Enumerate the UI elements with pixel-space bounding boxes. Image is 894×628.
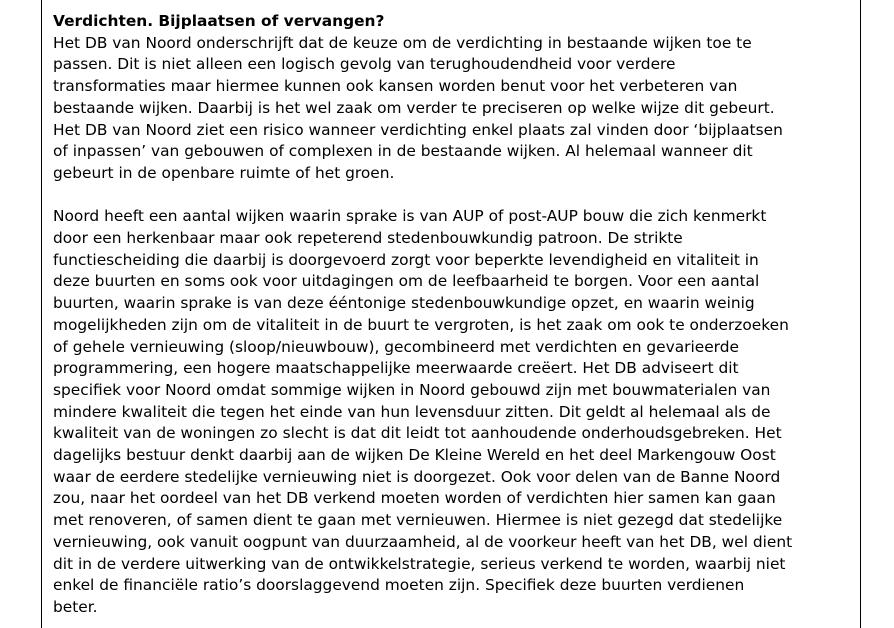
text-line: transformaties maar hiermee kunnen ook kansen worden benut voor het verbeteren van — [53, 77, 738, 96]
paragraph-2 — [53, 206, 861, 618]
text-line: deze buurten en soms ook voor uitdagingen om de leefbaarheid te borgen. Voor een aantal — [53, 272, 760, 291]
text-line: zou, naar het oordeel van het DB verkend moeten worden of verdichten hier samen kan gaan — [53, 489, 776, 508]
text-line: dit in de verdere uitwerking van de ontwikkelstrategie, serieus verkend te worden, waarbij niet — [53, 554, 786, 573]
text-line: kwaliteit van de woningen zo slecht is dat dit leidt tot aanhoudende onderhoudsgebreken. Het — [53, 424, 782, 443]
section-heading: Verdichten. Bijplaatsen of vervangen? — [53, 12, 385, 30]
text-line: mindere kwaliteit die tegen het einde van hun levensduur zitten. Dit geldt al helemaal als de — [53, 402, 771, 421]
text-line: enkel de financiële ratio’s doorslaggevend moeten zijn. Specifiek deze buurten verdienen — [53, 576, 745, 595]
text-line: bestaande wijken. Daarbij is het wel zaak om verder te preciseren op welke wijze dit gebeurt. — [53, 98, 775, 117]
text-line: Het DB van Noord onderschrijft dat de keuze om de verdichting in bestaande wijken toe te — [53, 33, 752, 52]
paragraph-spacer — [53, 185, 861, 207]
text-line: Het DB van Noord ziet een risico wanneer verdichting enkel plaats zal vinden door ‘bijplaatsen — [53, 120, 783, 139]
text-line: of gehele vernieuwing (sloop/nieuwbouw), gecombineerd met verdichten en gevarieerde — [53, 337, 739, 356]
text-line: passen. Dit is niet alleen een logisch gevolg van terughoudendheid voor verdere — [53, 55, 676, 74]
text-line: dagelijks bestuur denkt daarbij aan de wijken De Kleine Wereld en het deel Markengouw Oost — [53, 446, 776, 465]
text-line: Noord heeft een aantal wijken waarin sprake is van AUP of post-AUP bouw die zich kenmerkt — [53, 207, 767, 226]
text-line: met renoveren, of samen dient te gaan met vernieuwen. Hiermee is niet gezegd dat stedelijke — [53, 511, 783, 530]
text-line: programmering, een hogere maatschappelijke meerwaarde creëert. Het DB adviseert dit — [53, 359, 739, 378]
text-line: of inpassen’ van gebouwen of complexen in de bestaande wijken. Al helemaal wanneer dit — [53, 142, 753, 161]
text-line: door een herkenbaar maar ook repeterend stedenbouwkundig patroon. De strikte — [53, 229, 683, 248]
text-line: mogelijkheden zijn om de vitaliteit in de buurt te vergroten, is het zaak om ook te onderzoeken — [53, 315, 789, 334]
paragraph-1 — [53, 33, 861, 185]
text-line: buurten, waarin sprake is van deze ééntonige stedenbouwkundige opzet, en waarin weinig — [53, 294, 755, 313]
text-line: specifiek voor Noord omdat sommige wijken in Noord gebouwd zijn met bouwmaterialen van — [53, 380, 771, 399]
text-line: beter. — [53, 597, 98, 616]
text-line: vernieuwing, ook vanuit oogpunt van duurzaamheid, al de voorkeur heeft van het DB, wel dient — [53, 532, 793, 551]
text-line: waar de eerdere stedelijke vernieuwing niet is doorgezet. Ook voor delen van de Banne Noord — [53, 467, 781, 486]
text-line: functiescheiding die daarbij is doorgevoerd zorgt voor beperkte levendigheid en vitaliteit in — [53, 250, 759, 269]
text-line: gebeurt in de openbare ruimte of het groen. — [53, 163, 395, 182]
document-body — [53, 11, 861, 619]
